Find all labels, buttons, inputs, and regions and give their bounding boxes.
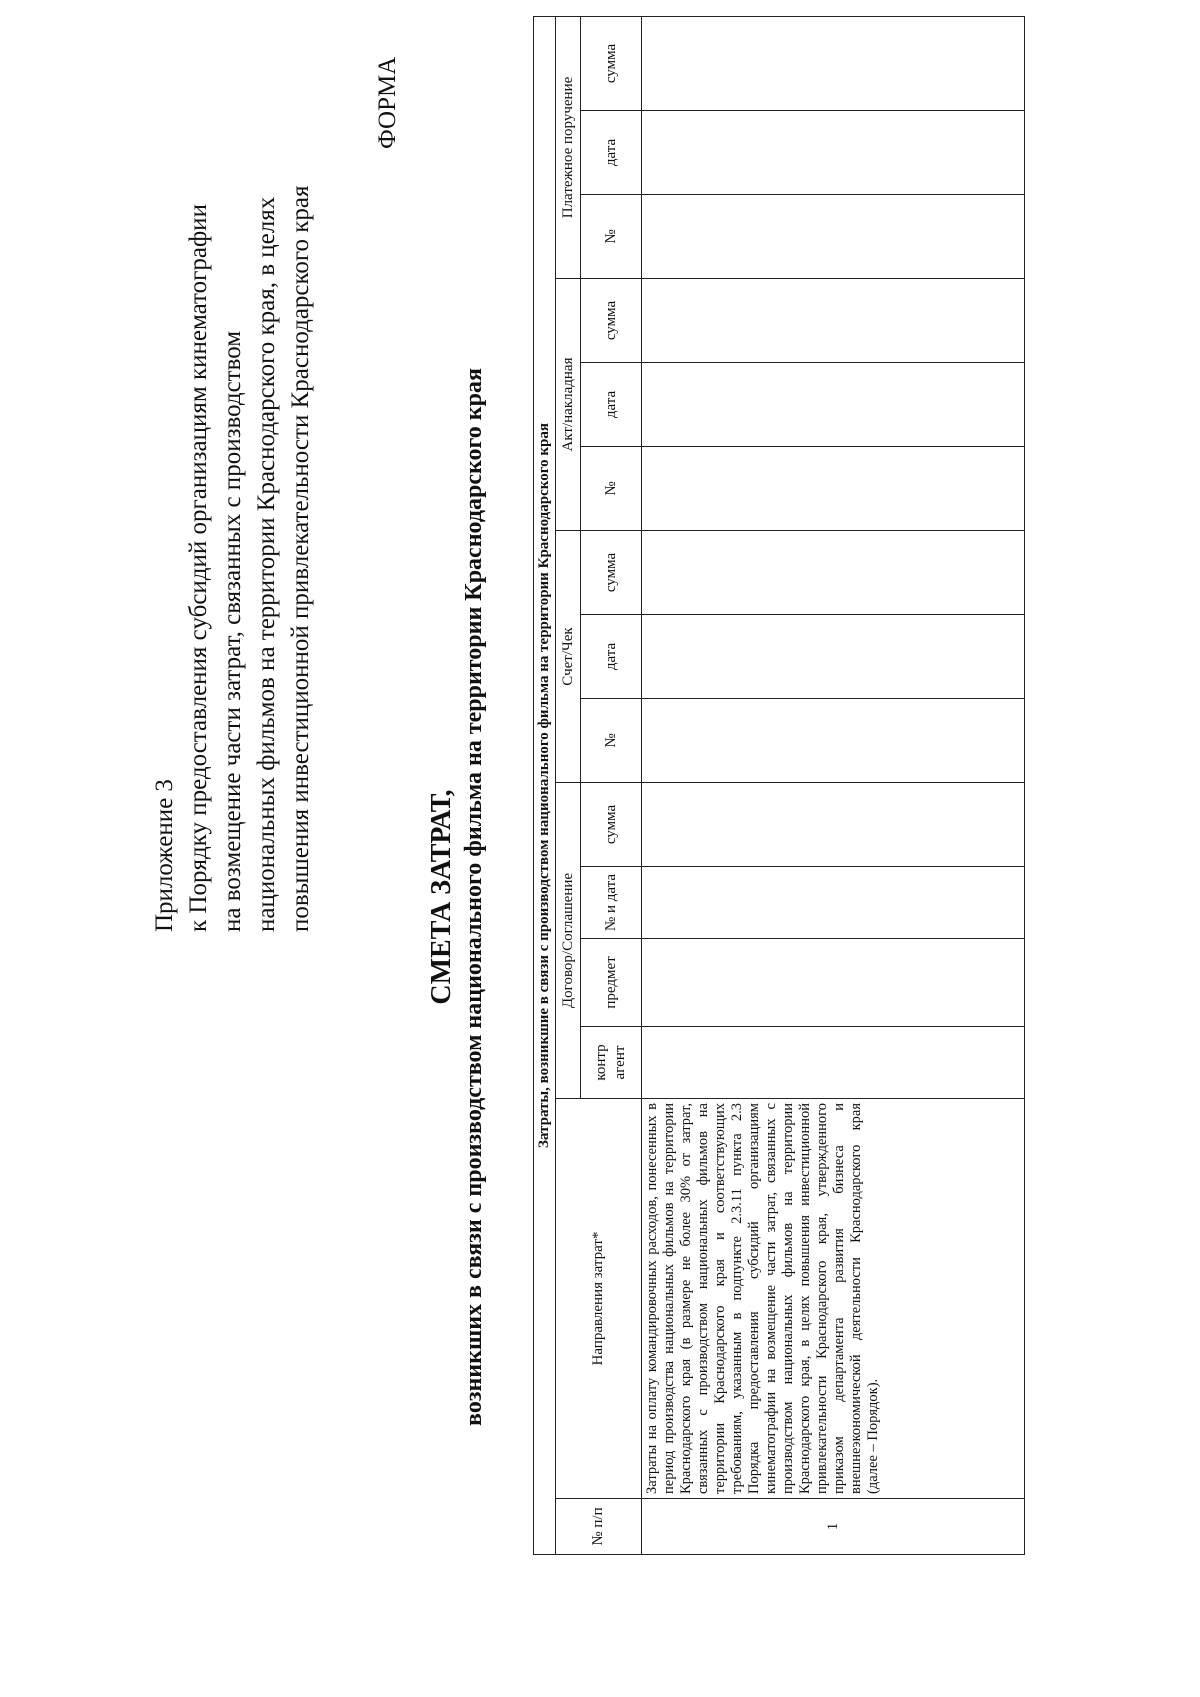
header-contract: Договор/Соглашение bbox=[556, 783, 581, 1099]
row-num: 1 bbox=[642, 1499, 1025, 1555]
subheader-payment-num: № bbox=[581, 195, 642, 279]
subheader-invoice-num: № bbox=[581, 699, 642, 783]
empty-cell bbox=[642, 16, 1025, 110]
annex-line: национальных фильмов на территории Краснодарского края, в целях bbox=[253, 196, 280, 932]
title-line-2: возникших в связи с производством национального фильма на территории Краснодарского края bbox=[461, 368, 487, 1426]
header-act: Акт/накладная bbox=[556, 279, 581, 531]
empty-cell bbox=[642, 867, 1025, 939]
empty-cell bbox=[642, 531, 1025, 615]
subheader-payment-date: дата bbox=[581, 111, 642, 195]
subheader-sum: сумма bbox=[581, 783, 642, 867]
form-label: ФОРМА bbox=[374, 56, 401, 149]
empty-cell bbox=[642, 615, 1025, 699]
annex-line: повышения инвестиционной привлекательности Краснодарского края bbox=[287, 185, 314, 932]
cost-estimate-table bbox=[533, 16, 1025, 1555]
subheader-invoice-date: дата bbox=[581, 615, 642, 699]
title-line-1: СМЕТА ЗАТРАТ, bbox=[426, 789, 457, 1005]
empty-cell bbox=[642, 195, 1025, 279]
subheader-invoice-sum: сумма bbox=[581, 531, 642, 615]
empty-cell bbox=[642, 939, 1025, 1027]
subheader-subject: предмет bbox=[581, 939, 642, 1027]
annex-line: на возмещение части затрат, связанных с производством bbox=[219, 330, 246, 932]
empty-cell bbox=[642, 447, 1025, 531]
subheader-payment-sum: сумма bbox=[581, 16, 642, 110]
annex-line: к Порядку предоставления субсидий организациям кинематографии bbox=[185, 204, 212, 932]
document-title bbox=[425, 297, 489, 1497]
empty-cell bbox=[642, 783, 1025, 867]
header-invoice: Счет/Чек bbox=[556, 531, 581, 783]
empty-cell bbox=[642, 111, 1025, 195]
header-num: № п/п bbox=[556, 1499, 642, 1555]
row-direction: Затраты на оплату командировочных расходов, понесенных в период производства национальных фильмов на территории Краснодарского края (в размере не более 30% от затрат, связанных с производством национальных фильмов на территории Краснодарского края и соответствующих требованиям, указанным в подпункте 2.3.11 пункта 2.3 Порядка предоставления субсидий организациям кинематографии на возмещение части затрат, связанных с производством национальных фильмов на территории Краснодарского края, в целях повышения инвестиционной привлекательности Краснодарского края, утвержденного приказом департамента развития бизнеса и внешнеэкономической деятельности Краснодарского края (далее – Порядок). bbox=[642, 1099, 1025, 1499]
empty-cell bbox=[642, 1027, 1025, 1099]
table-top-header: Затраты, возникшие в связи с производством национального фильма на территории Краснодарского края bbox=[534, 16, 556, 1554]
subheader-act-date: дата bbox=[581, 363, 642, 447]
annex-block bbox=[148, 12, 318, 932]
empty-cell bbox=[642, 363, 1025, 447]
subheader-contractor: контр агент bbox=[581, 1027, 642, 1099]
empty-cell bbox=[642, 699, 1025, 783]
empty-cell bbox=[642, 279, 1025, 363]
subheader-act-num: № bbox=[581, 447, 642, 531]
header-direction: Направления затрат* bbox=[556, 1099, 642, 1499]
subheader-num-date: № и дата bbox=[581, 867, 642, 939]
annex-line: Приложение 3 bbox=[151, 779, 178, 932]
subheader-act-sum: сумма bbox=[581, 279, 642, 363]
table-row bbox=[642, 16, 1025, 1554]
header-payment: Платежное поручение bbox=[556, 16, 581, 278]
